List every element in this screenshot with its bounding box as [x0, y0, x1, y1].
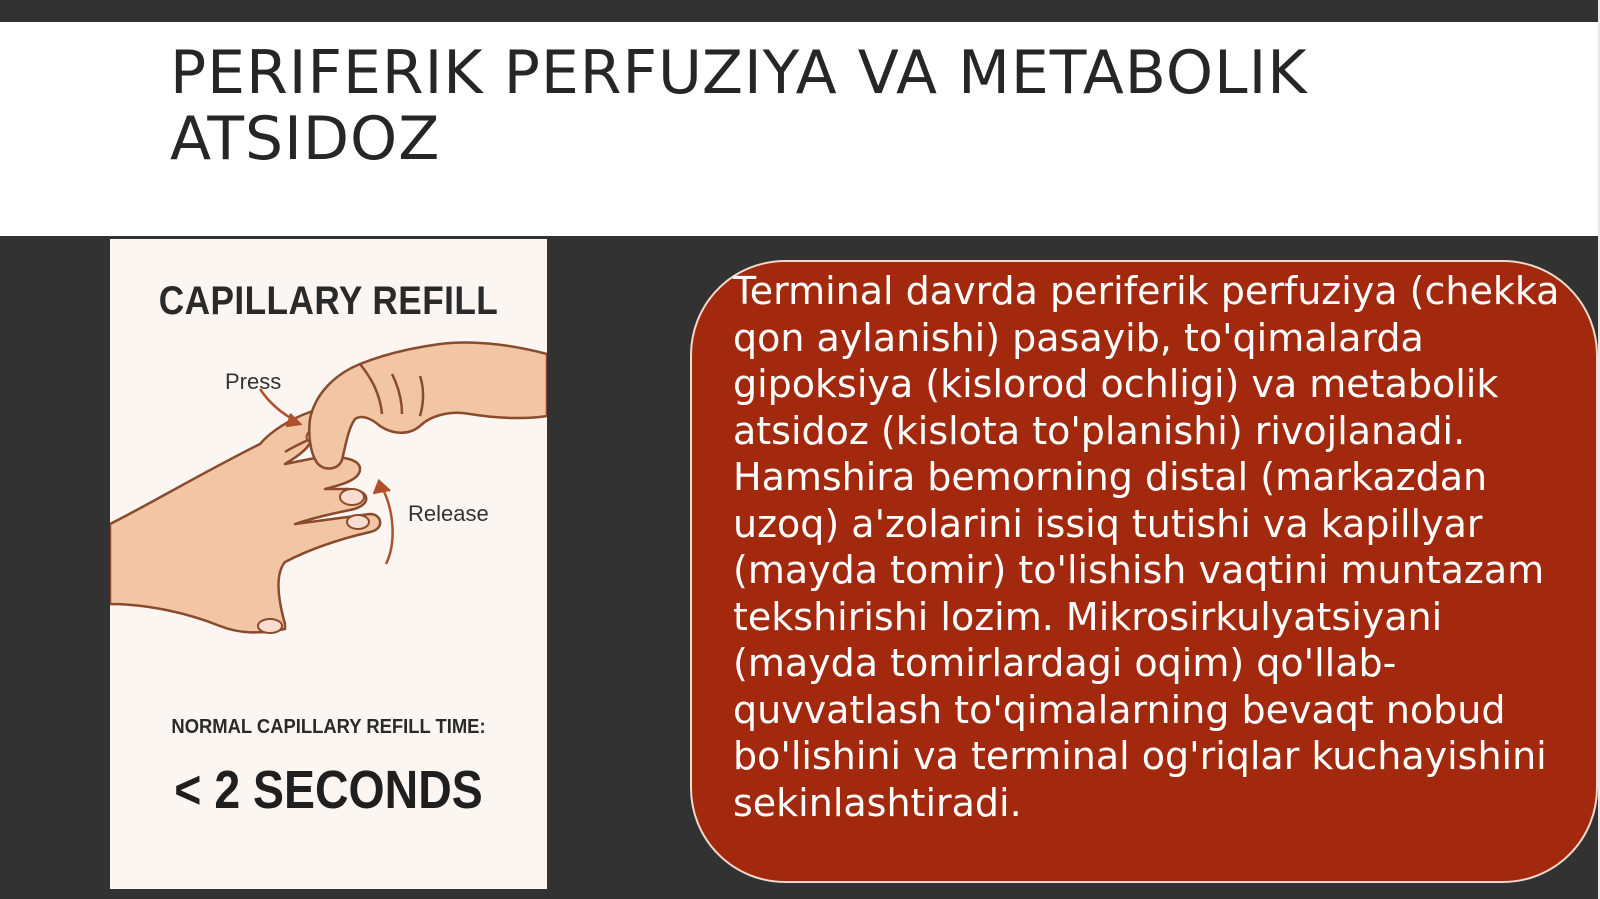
examiner-hand [309, 342, 547, 468]
picture-heading: CAPILLARY REFILL [158, 279, 499, 323]
press-label: Press [225, 369, 282, 394]
slide-title: PERIFERIK PERFUZIYA VA METABOLIK ATSIDOZ [170, 38, 1308, 174]
refill-time-value: < 2 SECONDS [174, 760, 483, 820]
body-text: Terminal davrda periferik perfuziya (chekka qon aylanishi) pasayib, to'qimalarda gipoksiya (kislorod ochligi) va metabolik atsidoz (kislota to'planishi) rivojlanadi. Hamshira bemorning distal (markazdan uzoq) a'zolarini issiq tutishi va kapillyar (mayda tomir) to'lishish vaqtini muntazam tekshirishi lozim. Mikrosirkulyatsiyani (mayda tomirlardagi oqim) qo'llab-quvvatlash to'qimalarning bevaqt nobud bo'lishini va terminal og'riqlar kuchayishini sekinlashtiradi. [733, 269, 1560, 825]
normal-refill-time-label: NORMAL CAPILLARY REFILL TIME: [171, 716, 486, 738]
top-bar [0, 0, 1600, 22]
capillary-refill-picture [110, 239, 547, 889]
release-label: Release [408, 501, 489, 526]
